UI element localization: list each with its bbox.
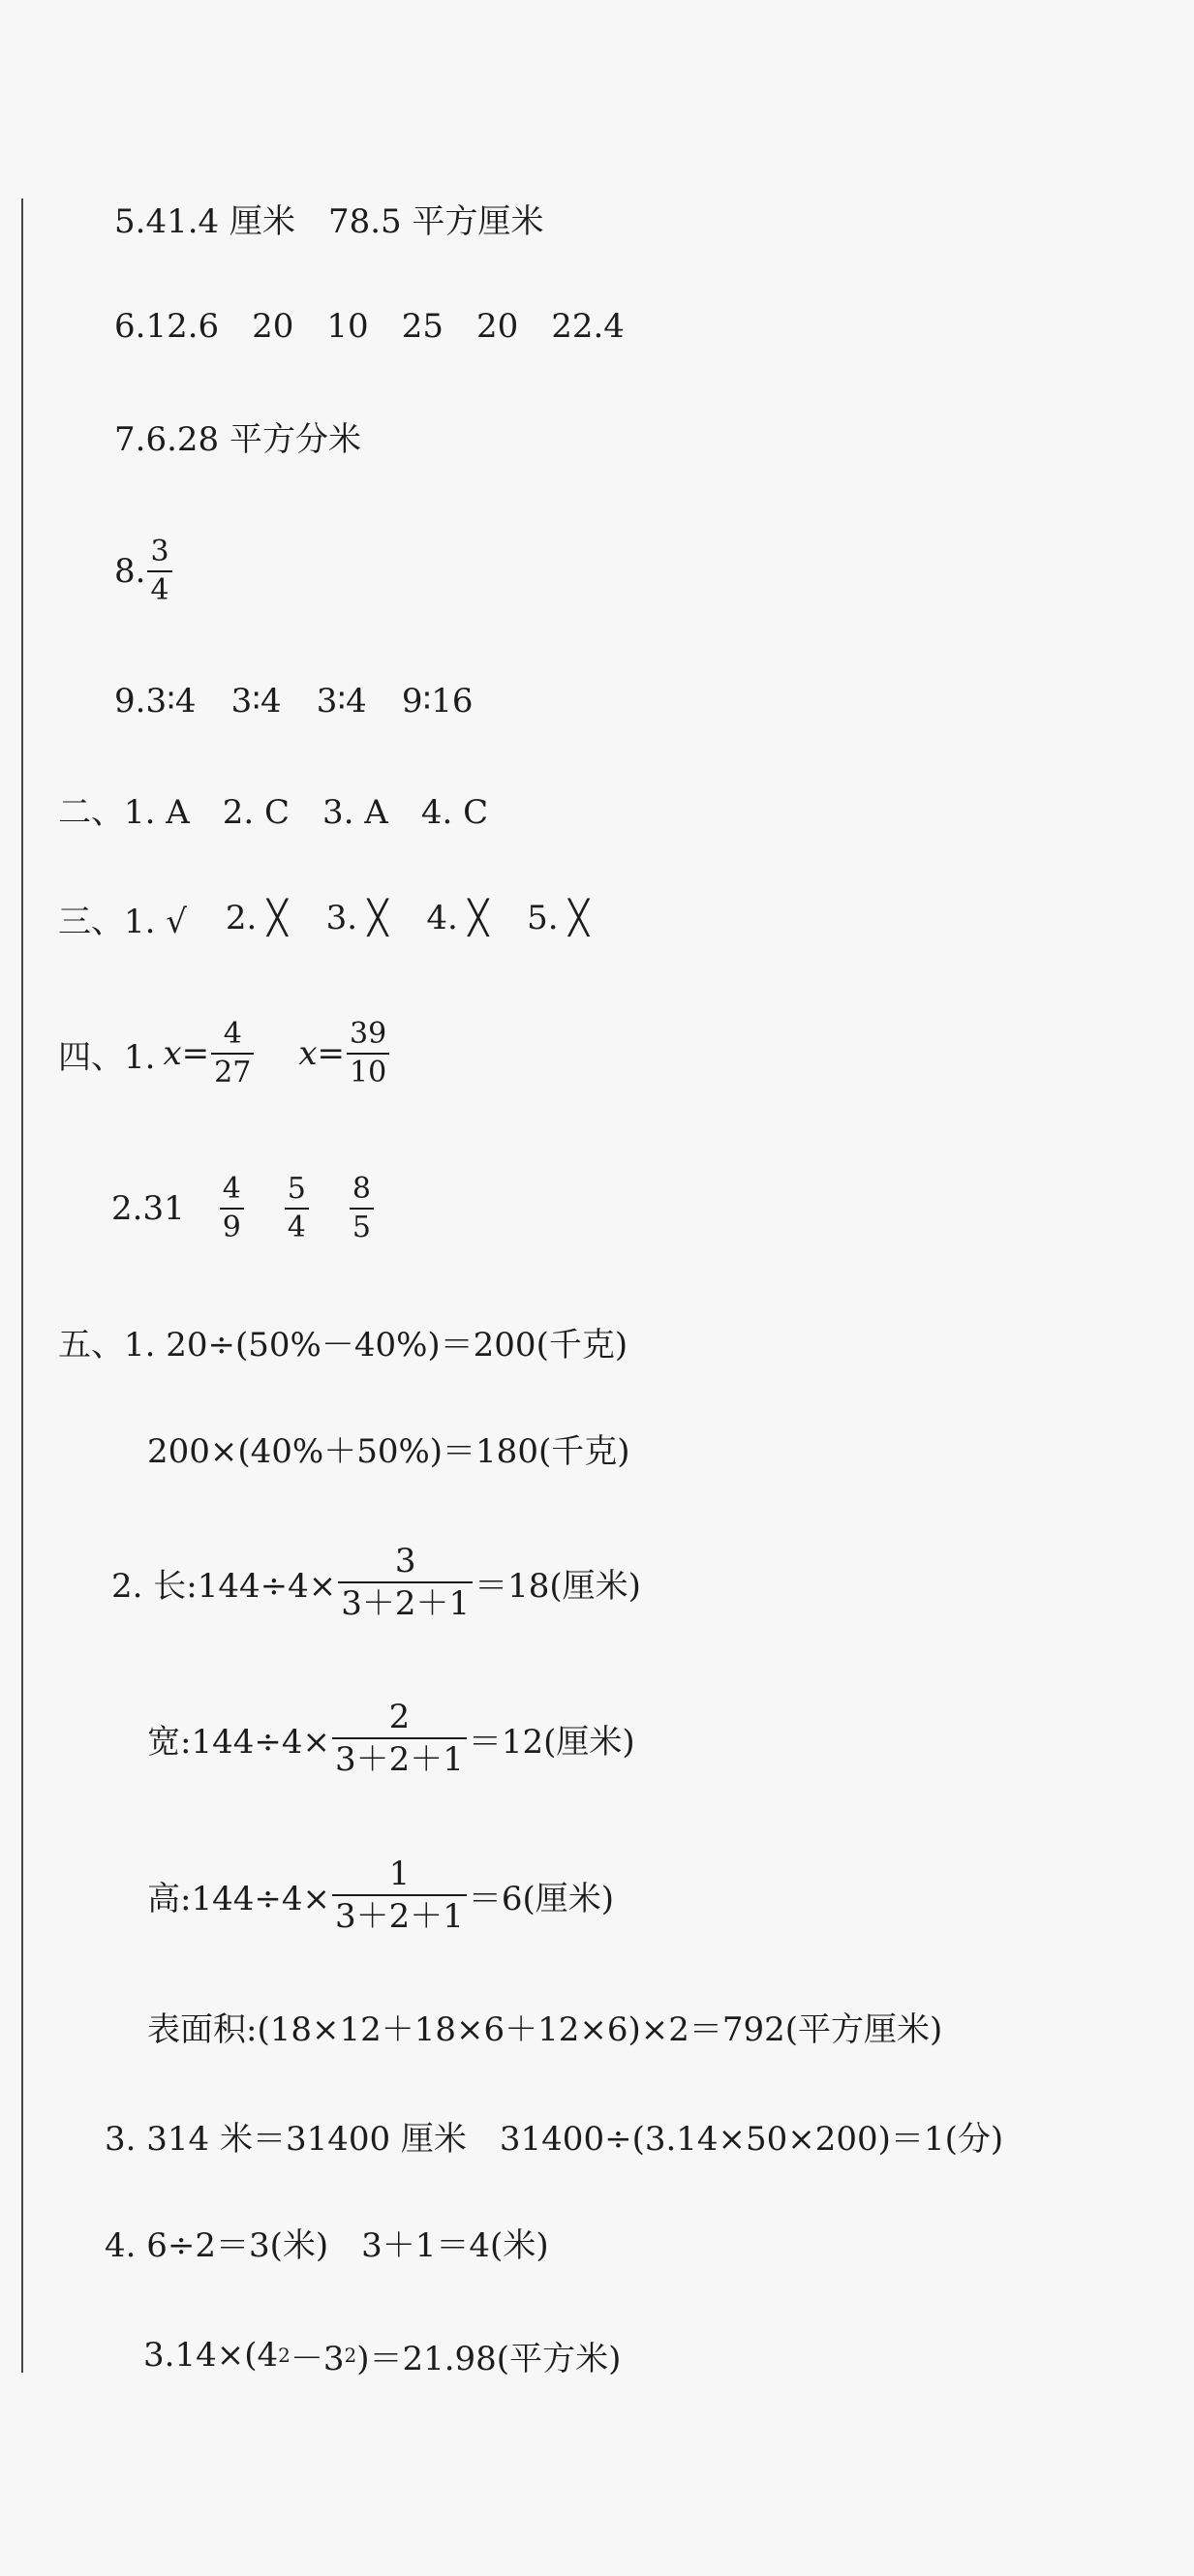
fraction xyxy=(350,1172,374,1244)
answer-label: 2.31 xyxy=(111,1189,185,1228)
expr-part: －3 xyxy=(290,2339,345,2378)
answer-part: 6.12.6 xyxy=(114,307,220,346)
fraction xyxy=(347,1017,389,1089)
answer-part: 20 xyxy=(252,307,294,346)
answer-part: 20 xyxy=(475,307,519,346)
answer-part: 3∶4 xyxy=(316,682,367,721)
numerator: 39 xyxy=(350,1017,387,1051)
denominator: 5 xyxy=(350,1208,374,1242)
answer-line-section-5-2-width xyxy=(147,1698,635,1779)
answer-part: 25 xyxy=(401,307,444,346)
answer-line-section-4-1 xyxy=(58,1015,391,1092)
answer-part: 5. ╳ xyxy=(527,899,589,937)
answer-part: 3∶4 xyxy=(230,682,282,721)
answer-line-q7 xyxy=(114,407,361,465)
answer-line-q8 xyxy=(114,537,174,605)
denominator: 3＋2＋1 xyxy=(338,1581,473,1620)
numerator: 5 xyxy=(287,1172,306,1206)
numerator: 2 xyxy=(388,1698,411,1736)
answer-part: 三、1. √ xyxy=(58,902,187,941)
variable: x xyxy=(298,1034,318,1073)
answer-text: 7.6.28 平方分米 xyxy=(114,419,361,459)
answer-line-section-5-2-height xyxy=(147,1855,614,1936)
equals: = xyxy=(181,1034,210,1073)
answer-line-section-4-2 xyxy=(111,1170,376,1247)
numerator: 4 xyxy=(222,1172,241,1206)
expr-part: 3.14×(4 xyxy=(143,2336,279,2375)
equals: = xyxy=(317,1034,346,1073)
answer-line-section-5-1a xyxy=(58,1312,628,1370)
answer-text: 表面积:(18×12＋18×6＋12×6)×2＝792(平方厘米) xyxy=(147,2009,943,2049)
answer-line-section-3 xyxy=(58,889,589,947)
fraction xyxy=(285,1172,309,1244)
answer-label: 8. xyxy=(114,552,146,591)
answer-part: 9∶16 xyxy=(401,682,474,721)
denominator: 4 xyxy=(147,570,171,605)
answer-line-section-5-4a xyxy=(105,2213,549,2271)
answer-part: 3. ╳ xyxy=(325,899,388,937)
numerator: 3 xyxy=(150,535,169,568)
denominator: 3＋2＋1 xyxy=(332,1737,467,1776)
denominator: 4 xyxy=(285,1208,309,1242)
answer-line-section-5-3 xyxy=(105,2106,1003,2164)
answer-line-q9 xyxy=(114,672,474,730)
answer-line-q6 xyxy=(114,297,625,355)
answer-label: 宽:144÷4× xyxy=(147,1722,330,1762)
answer-line-section-5-4b xyxy=(143,2326,621,2384)
answer-text: 4. 6÷2＝3(米) 3＋1＝4(米) xyxy=(105,2225,549,2265)
answer-text: 二、1. A 2. C 3. A 4. C xyxy=(58,792,489,832)
fraction xyxy=(220,1172,244,1244)
answer-label: 2. 长:144÷4× xyxy=(111,1566,337,1606)
margin-rule xyxy=(21,199,23,2373)
fraction xyxy=(147,537,171,605)
answer-label: 四、1. xyxy=(58,1037,156,1077)
answer-line-q5 xyxy=(114,189,543,247)
fraction xyxy=(332,1698,467,1779)
answer-part: 10 xyxy=(326,307,369,346)
answer-label: 高:144÷4× xyxy=(147,1879,330,1918)
answer-result: ＝12(厘米) xyxy=(468,1722,635,1762)
answer-part: 4. ╳ xyxy=(426,899,489,937)
denominator: 3＋2＋1 xyxy=(332,1894,467,1933)
answer-text: 五、1. 20÷(50%－40%)＝200(千克) xyxy=(58,1325,628,1365)
variable: x xyxy=(163,1034,182,1073)
answer-result: ＝18(厘米) xyxy=(475,1566,641,1606)
answer-text: 5.41.4 厘米 78.5 平方厘米 xyxy=(114,201,544,241)
denominator: 9 xyxy=(220,1208,244,1242)
answer-line-section-5-2-surface xyxy=(147,1997,942,2055)
answer-result: ＝6(厘米) xyxy=(468,1879,615,1918)
denominator: 27 xyxy=(211,1053,254,1088)
numerator: 1 xyxy=(388,1855,411,1893)
answer-text: 3. 314 米＝31400 厘米 31400÷(3.14×50×200)＝1(分) xyxy=(105,2119,1004,2159)
denominator: 10 xyxy=(347,1053,389,1088)
fraction xyxy=(338,1542,473,1623)
exponent: 2 xyxy=(278,2344,291,2367)
answer-part: 9.3∶4 xyxy=(114,682,197,721)
answer-line-section-5-2-length xyxy=(111,1542,641,1623)
answer-line-section-2 xyxy=(58,780,488,838)
answer-part: 22.4 xyxy=(551,307,625,346)
answer-part: 2. ╳ xyxy=(225,899,288,937)
expr-part: )＝21.98(平方米) xyxy=(356,2339,622,2378)
numerator: 8 xyxy=(352,1172,371,1206)
answer-line-section-5-1b xyxy=(147,1419,629,1477)
fraction xyxy=(332,1855,467,1936)
fraction xyxy=(211,1017,254,1089)
numerator: 3 xyxy=(394,1542,416,1580)
exponent: 2 xyxy=(344,2344,357,2367)
answer-text: 200×(40%＋50%)＝180(千克) xyxy=(147,1431,630,1471)
numerator: 4 xyxy=(223,1017,242,1051)
